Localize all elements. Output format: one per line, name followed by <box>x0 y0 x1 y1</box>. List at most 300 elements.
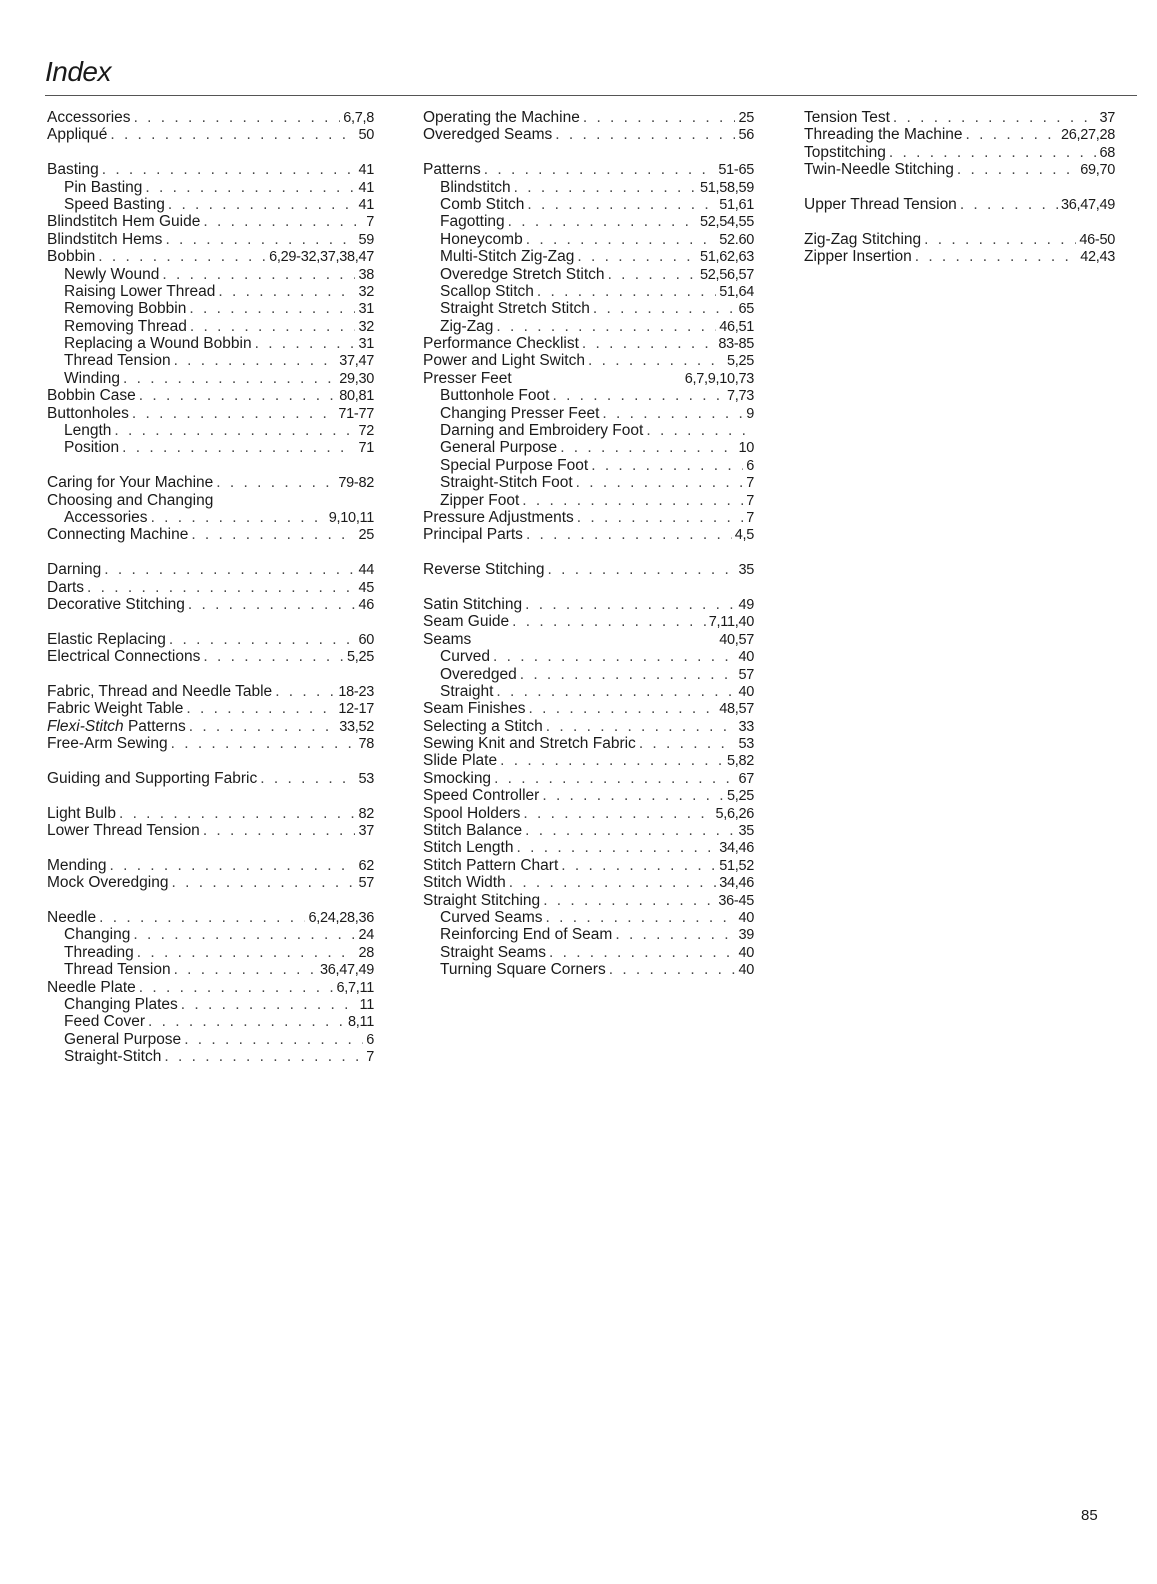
entry-term: Winding <box>64 369 120 387</box>
entry-pages: 62 <box>358 857 374 874</box>
index-entry <box>47 579 374 596</box>
leader-dots <box>527 196 716 213</box>
leader-dots <box>560 439 735 456</box>
entry-pages: 40 <box>738 962 754 979</box>
entry-term: General Purpose <box>440 439 558 457</box>
entry-pages: 7 <box>746 475 754 492</box>
entry-term: Straight <box>440 682 494 700</box>
index-entry <box>47 561 374 578</box>
index-entry <box>423 613 754 630</box>
leader-dots <box>516 839 716 856</box>
leader-dots <box>646 422 751 439</box>
entry-term: Feed Cover <box>64 1013 145 1031</box>
index-entry <box>47 474 374 491</box>
entry-term: Mending <box>47 856 107 874</box>
entry-term: Buttonhole Foot <box>440 387 550 405</box>
entry-pages: 51,64 <box>719 283 754 300</box>
index-subentry <box>47 283 374 300</box>
entry-pages: 51-65 <box>718 162 754 179</box>
entry-term: Threading the Machine <box>804 126 963 144</box>
entry-term: Changing Presser Feet <box>440 404 600 422</box>
leader-dots <box>546 909 736 926</box>
entry-pages: 8,11 <box>348 1014 374 1031</box>
index-entry <box>423 787 754 804</box>
leader-dots <box>218 283 355 300</box>
index-entry <box>47 718 374 735</box>
entry-pages: 51,62,63 <box>699 249 754 266</box>
index-entry <box>804 248 1115 265</box>
entry-term: Stitch Balance <box>423 822 523 840</box>
leader-dots <box>99 909 305 926</box>
leader-dots <box>169 631 356 648</box>
entry-term: Changing Plates <box>64 995 178 1013</box>
entry-pages: 38 <box>358 266 374 283</box>
leader-dots <box>561 857 716 874</box>
leader-dots <box>577 248 697 265</box>
entry-term: Needle Plate <box>47 978 136 996</box>
index-subentry <box>47 196 374 213</box>
entry-term: Multi-Stitch Zig-Zag <box>440 248 575 266</box>
index-entry <box>423 561 754 578</box>
entry-pages: 32 <box>358 283 374 300</box>
entry-term: Darning and Embroidery Foot <box>440 422 644 440</box>
index-subentry <box>423 492 754 509</box>
index-entry <box>423 735 754 752</box>
entry-term: Changing <box>64 926 131 944</box>
index-entry <box>423 752 754 769</box>
leader-dots <box>148 1013 345 1030</box>
entry-term: Appliqué <box>47 126 108 144</box>
index-entry <box>47 405 374 422</box>
index-entry <box>423 596 754 613</box>
entry-term: Slide Plate <box>423 752 498 770</box>
index-entry <box>47 874 374 891</box>
entry-term: Thread Tension <box>64 352 171 370</box>
entry-pages: 57 <box>358 875 374 892</box>
entry-term: Presser Feet <box>423 369 512 387</box>
index-entry <box>47 213 374 230</box>
entry-gap <box>47 787 374 804</box>
entry-term: Mock Overedging <box>47 874 169 892</box>
index-entry <box>804 144 1115 161</box>
entry-term: Basting <box>47 161 99 179</box>
entry-gap <box>47 544 374 561</box>
entry-pages: 53 <box>358 770 374 787</box>
entry-term: Bobbin Case <box>47 387 136 405</box>
index-entry <box>423 892 754 909</box>
index-entry <box>423 161 754 178</box>
entry-term: Accessories <box>64 508 148 526</box>
entry-term: Pressure Adjustments <box>423 508 574 526</box>
entry-pages: 7,73 <box>726 388 754 405</box>
leader-dots <box>525 822 735 839</box>
entry-pages: 50 <box>358 127 374 144</box>
entry-pages: 10 <box>738 440 754 457</box>
entry-pages: 36,47,49 <box>1060 196 1115 213</box>
leader-dots <box>162 266 355 283</box>
entry-term: Patterns <box>423 161 481 179</box>
entry-term: Stitch Length <box>423 839 514 857</box>
entry-term: Removing Bobbin <box>64 300 187 318</box>
entry-pages: 36-45 <box>718 892 754 909</box>
entry-pages: 32 <box>358 318 374 335</box>
entry-term: Zig-Zag Stitching <box>804 230 922 248</box>
leader-dots <box>137 944 356 961</box>
index-entry <box>47 248 374 265</box>
entry-pages: 25 <box>358 527 374 544</box>
entry-term: Darts <box>47 578 85 596</box>
leader-dots <box>549 944 736 961</box>
entry-pages: 34,46 <box>719 840 754 857</box>
entry-gap <box>47 666 374 683</box>
leader-dots <box>484 161 716 178</box>
leader-dots <box>87 579 355 596</box>
leader-dots <box>543 892 715 909</box>
index-column-2 <box>423 109 754 979</box>
leader-dots <box>593 300 736 317</box>
entry-pages: 68 <box>1099 144 1115 161</box>
entry-pages: 65 <box>738 301 754 318</box>
entry-term: Operating the Machine <box>423 109 580 126</box>
entry-pages: 57 <box>738 666 754 683</box>
leader-dots <box>957 161 1077 178</box>
entry-term: Bobbin <box>47 248 96 266</box>
leader-dots <box>555 126 735 143</box>
entry-term: Fabric Weight Table <box>47 700 184 718</box>
entry-term: Curved Seams <box>440 908 543 926</box>
index-entry <box>423 857 754 874</box>
entry-pages: 80,81 <box>339 388 374 405</box>
index-subentry <box>423 318 754 335</box>
index-subentry <box>423 439 754 456</box>
entry-pages: 41 <box>358 196 374 213</box>
entry-pages: 48,57 <box>719 701 754 718</box>
entry-term: Reverse Stitching <box>423 561 545 579</box>
index-entry <box>47 735 374 752</box>
entry-term: Straight Stretch Stitch <box>440 300 590 318</box>
leader-dots <box>189 300 355 317</box>
leader-dots <box>132 405 336 422</box>
entry-term: Scallop Stitch <box>440 282 534 300</box>
entry-term: Elastic Replacing <box>47 630 166 648</box>
index-subentry <box>47 439 374 456</box>
leader-dots <box>523 805 712 822</box>
leader-dots <box>190 318 356 335</box>
leader-dots <box>496 683 735 700</box>
index-subentry <box>423 213 754 230</box>
entry-pages: 26,27,28 <box>1060 127 1115 144</box>
entry-pages: 40 <box>738 649 754 666</box>
entry-term: Smocking <box>423 769 492 787</box>
entry-term: Replacing a Wound Bobbin <box>64 335 252 353</box>
index-subentry <box>47 179 374 196</box>
leader-dots <box>546 718 736 735</box>
index-entry <box>47 805 374 822</box>
entry-pages: 6,29-32,37,38,47 <box>269 249 374 266</box>
entry-pages: 7 <box>746 509 754 526</box>
entry-pages: 52.60 <box>719 231 754 248</box>
index-subentry <box>423 666 754 683</box>
leader-dots <box>102 161 356 178</box>
index-entry <box>47 822 374 839</box>
entry-term: Pin Basting <box>64 178 143 196</box>
entry-term: Seam Finishes <box>423 700 526 718</box>
leader-dots <box>583 109 736 126</box>
leader-dots <box>260 770 355 787</box>
entry-term: Zipper Insertion <box>804 248 912 266</box>
index-entry <box>47 648 374 665</box>
entry-pages: 5,6,26 <box>715 805 754 822</box>
leader-dots <box>165 231 355 248</box>
entry-pages: 31 <box>358 336 374 353</box>
index-subentry <box>423 926 754 943</box>
index-entry <box>423 822 754 839</box>
index-entry <box>47 700 374 717</box>
entry-pages: 82 <box>358 805 374 822</box>
index-entry <box>47 231 374 248</box>
index-entry <box>47 109 374 126</box>
entry-pages: 40 <box>738 909 754 926</box>
leader-dots <box>966 126 1058 143</box>
leader-dots <box>552 387 724 404</box>
entry-pages: 6 <box>746 457 754 474</box>
index-subentry <box>423 179 754 196</box>
index-entry <box>47 596 374 613</box>
leader-dots <box>512 613 706 630</box>
leader-dots <box>493 648 736 665</box>
leader-dots <box>500 752 724 769</box>
entry-term: Lower Thread Tension <box>47 822 200 840</box>
entry-pages: 29,30 <box>339 370 374 387</box>
entry-pages: 49 <box>738 596 754 613</box>
entry-term: Straight-Stitch Foot <box>440 474 573 492</box>
index-subentry <box>423 196 754 213</box>
entry-pages: 6,7,9,10,73 <box>684 370 754 387</box>
leader-dots <box>119 805 356 822</box>
index-entry <box>47 387 374 404</box>
index-entry <box>423 335 754 352</box>
entry-pages: 5,82 <box>726 753 754 770</box>
entry-pages: 39 <box>738 927 754 944</box>
entry-term: Power and Light Switch <box>423 352 585 370</box>
entry-term: Twin-Needle Stitching <box>804 161 954 179</box>
entry-term: Seam Guide <box>423 613 510 631</box>
entry-pages: 41 <box>358 179 374 196</box>
entry-term: Topstitching <box>804 143 886 161</box>
leader-dots <box>577 509 743 526</box>
entry-term: Threading <box>64 943 134 961</box>
index-column-3 <box>804 109 1115 266</box>
leader-dots <box>203 213 363 230</box>
leader-dots <box>145 179 355 196</box>
entry-pages: 67 <box>738 770 754 787</box>
index-entry <box>47 492 374 509</box>
leader-dots <box>110 126 355 143</box>
entry-gap <box>423 544 754 561</box>
entry-pages: 5,25 <box>346 649 374 666</box>
index-subentry <box>423 683 754 700</box>
leader-dots <box>168 196 356 213</box>
entry-pages: 51,52 <box>719 857 754 874</box>
index-subentry <box>423 422 754 439</box>
leader-dots <box>164 1048 363 1065</box>
entry-term: Tension Test <box>804 109 890 126</box>
leader-dots <box>189 718 337 735</box>
entry-pages: 44 <box>358 562 374 579</box>
entry-term: Speed Controller <box>423 787 540 805</box>
leader-dots <box>496 318 716 335</box>
index-subentry <box>47 318 374 335</box>
leader-dots <box>139 387 336 404</box>
entry-gap <box>47 839 374 856</box>
leader-dots <box>576 474 744 491</box>
entry-term: Overedged Seams <box>423 126 553 144</box>
entry-pages: 40,57 <box>719 631 754 648</box>
entry-term: Needle <box>47 908 97 926</box>
entry-pages: 72 <box>358 423 374 440</box>
leader-dots <box>608 266 697 283</box>
entry-term: Blindstitch Hem Guide <box>47 213 201 231</box>
leader-dots <box>526 231 716 248</box>
leader-dots <box>542 787 724 804</box>
leader-dots <box>639 735 736 752</box>
entry-term: Seams <box>423 630 472 648</box>
entry-term: Sewing Knit and Stretch Fabric <box>423 735 636 753</box>
leader-dots <box>181 996 357 1013</box>
page-title: Index <box>45 56 111 87</box>
index-entry <box>804 126 1115 143</box>
entry-pages: 78 <box>358 736 374 753</box>
leader-dots <box>122 439 355 456</box>
entry-term: Straight-Stitch <box>64 1048 162 1066</box>
leader-dots <box>174 961 317 978</box>
leader-dots <box>133 926 355 943</box>
leader-dots <box>494 770 735 787</box>
entry-term: General Purpose <box>64 1030 182 1048</box>
leader-dots <box>547 561 735 578</box>
leader-dots <box>109 857 355 874</box>
index-entry <box>423 126 754 143</box>
entry-term: Speed Basting <box>64 195 165 213</box>
entry-pages: 12-17 <box>338 701 374 718</box>
entry-pages: 6,24,28,36 <box>308 909 374 926</box>
entry-pages: 60 <box>358 631 374 648</box>
index-entry <box>423 839 754 856</box>
leader-dots <box>171 874 355 891</box>
index-entry <box>47 161 374 178</box>
leader-dots <box>174 352 337 369</box>
entry-term: Fagotting <box>440 213 505 231</box>
entry-term: Performance Checklist <box>423 335 579 353</box>
leader-dots <box>203 822 356 839</box>
entry-term: Special Purpose Foot <box>440 456 589 474</box>
entry-pages: 42,43 <box>1080 249 1115 266</box>
entry-term: Satin Stitching <box>423 595 523 613</box>
entry-term: Buttonholes <box>47 404 129 422</box>
entry-term: Overedge Stretch Stitch <box>440 265 605 283</box>
entry-pages: 18-23 <box>338 683 374 700</box>
leader-dots <box>509 874 717 891</box>
leader-dots <box>203 648 344 665</box>
entry-pages: 31 <box>358 301 374 318</box>
index-subentry <box>47 370 374 387</box>
entry-term: Darning <box>47 561 102 579</box>
entry-gap <box>47 613 374 630</box>
index-subentry <box>47 352 374 369</box>
entry-pages: 34,46 <box>719 875 754 892</box>
entry-term: Newly Wound <box>64 265 160 283</box>
entry-term: Stitch Pattern Chart <box>423 856 559 874</box>
entry-gap <box>47 892 374 909</box>
index-subentry <box>47 422 374 439</box>
index-subentry <box>47 1013 374 1030</box>
entry-term: Choosing and Changing <box>47 491 214 509</box>
index-entry <box>47 683 374 700</box>
entry-gap <box>47 752 374 769</box>
leader-dots <box>529 700 717 717</box>
index-entry <box>423 526 754 543</box>
index-entry <box>804 109 1115 126</box>
leader-dots <box>186 700 335 717</box>
index-entry <box>47 631 374 648</box>
entry-pages: 51,58,59 <box>699 179 754 196</box>
leader-dots <box>602 405 743 422</box>
entry-term: Straight Seams <box>440 943 546 961</box>
index-entry <box>804 231 1115 248</box>
index-subentry <box>47 944 374 961</box>
entry-term-text: Patterns <box>127 717 186 735</box>
index-subentry <box>423 405 754 422</box>
leader-dots <box>537 283 716 300</box>
index-subentry <box>423 474 754 491</box>
index-entry <box>423 352 754 369</box>
leader-dots <box>508 213 697 230</box>
entry-pages: 9 <box>746 405 754 422</box>
entry-term: Raising Lower Thread <box>64 282 216 300</box>
entry-pages: 45 <box>358 579 374 596</box>
index-subentry <box>47 961 374 978</box>
index-subentry <box>47 926 374 943</box>
leader-dots <box>924 231 1076 248</box>
leader-dots <box>893 109 1097 126</box>
entry-term: Guiding and Supporting Fabric <box>47 769 258 787</box>
leader-dots <box>216 474 335 491</box>
leader-dots <box>514 179 697 196</box>
index-subentry <box>423 248 754 265</box>
entry-term: Upper Thread Tension <box>804 195 957 213</box>
entry-gap <box>423 579 754 596</box>
entry-pages: 51,61 <box>719 196 754 213</box>
entry-term: Turning Square Corners <box>440 961 606 979</box>
entry-pages: 35 <box>738 562 754 579</box>
leader-dots <box>104 561 355 578</box>
index-subentry <box>47 1048 374 1065</box>
entry-term: Blindstitch <box>440 178 511 196</box>
index-entry <box>47 979 374 996</box>
entry-term: Zig-Zag <box>440 317 494 335</box>
leader-dots <box>889 144 1097 161</box>
entry-term: Caring for Your Machine <box>47 474 214 492</box>
index-subentry <box>423 961 754 978</box>
entry-pages: 37,47 <box>339 353 374 370</box>
entry-pages: 7 <box>366 214 374 231</box>
index-subentry <box>47 1031 374 1048</box>
entry-term: Fabric, Thread and Needle Table <box>47 682 273 700</box>
leader-dots <box>520 666 736 683</box>
index-subentry <box>423 231 754 248</box>
leader-dots <box>188 596 356 613</box>
index-subentry <box>47 996 374 1013</box>
